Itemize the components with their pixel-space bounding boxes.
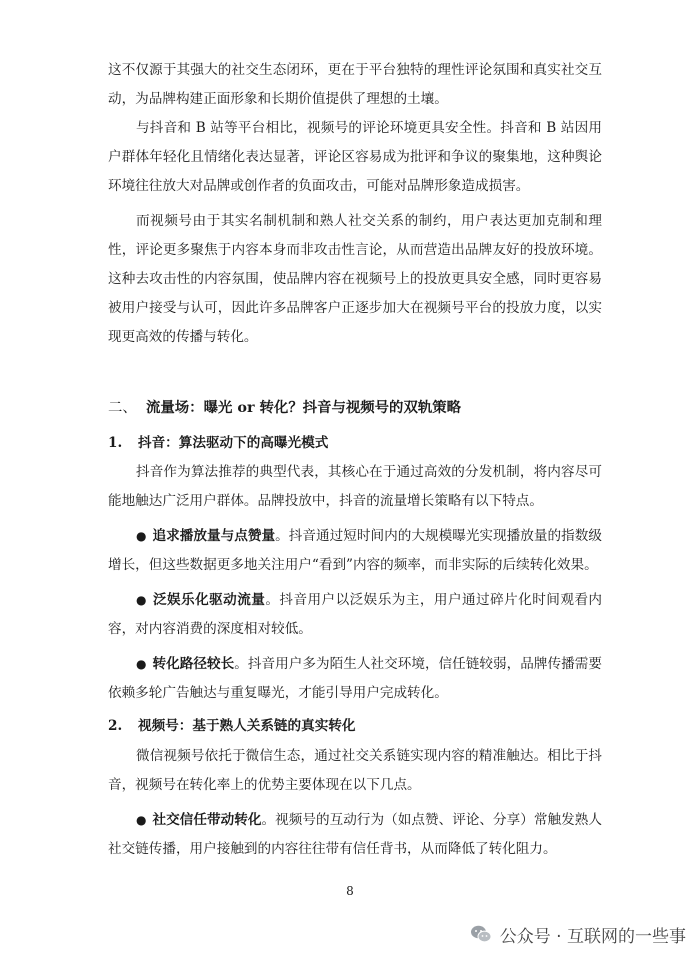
paragraph: 与抖音和 B 站等平台相比，视频号的评论环境更具安全性。抖音和 B 站因用户群体年轻化且情绪化表达显著，评论区容易成为批评和争议的聚集地，这种舆论环境往往放大对品牌或创作者的负面攻击，可能对品牌形象造成损害。 — [108, 120, 602, 194]
bullet-separator: 。 — [265, 592, 280, 608]
bullet-text: 抖音用户以泛娱乐为主，用户通过碎片化时间观看内容，对内容消费的深度相对较低。 — [108, 592, 603, 637]
bullet-term: 泛娱乐化驱动流量 — [152, 592, 266, 608]
bullet-icon: ● — [136, 657, 147, 671]
subsection-number: 2. — [108, 718, 123, 734]
bullet-term: 转化路径较长 — [152, 656, 235, 672]
bullet-item — [108, 586, 602, 644]
section-heading — [108, 397, 602, 419]
subsection-heading — [108, 432, 602, 454]
wechat-icon — [470, 924, 492, 944]
page-number: 8 — [346, 884, 354, 898]
bullet-item — [108, 806, 602, 864]
bullet-text: 视频号的互动行为（如点赞、评论、分享）常触发熟人社交链传播，用户接触到的内容往往带有信任背书，从而降低了转化阻力。 — [108, 812, 603, 857]
section-title: 流量场：曝光 or 转化？抖音与视频号的双轨策略 — [146, 399, 462, 416]
subsection-title: 视频号：基于熟人关系链的真实转化 — [138, 718, 356, 734]
bullet-icon: ● — [136, 593, 147, 607]
bullet-term: 社交信任带动转化 — [152, 812, 262, 828]
paragraph: 而视频号由于其实名制机制和熟人社交关系的制约，用户表达更加克制和理性，评论更多聚焦于内容本身而非攻击性言论，从而营造出品牌友好的投放环境。这种去攻击性的内容氛围，使品牌内容在视频号上的投放更具安全感，同时更容易被用户接受与认可，因此许多品牌客户正逐步加大在视频号平台的投放力度，以实现更高效的传播与转化。 — [108, 213, 602, 345]
bullet-separator: 。 — [261, 812, 276, 828]
bullet-text: 抖音通过短时间内的大规模曝光实现播放量的指数级增长，但这些数据更多地关注用户“看到”内容的频率，而非实际的后续转化效果。 — [108, 528, 603, 573]
bullet-text: 抖音用户多为陌生人社交环境，信任链较弱，品牌传播需要依赖多轮广告触达与重复曝光，才能引导用户完成转化。 — [108, 656, 602, 701]
bullet-item — [108, 522, 602, 580]
bullet-item — [108, 650, 602, 708]
bullet-separator: 。 — [234, 656, 248, 672]
bullet-icon: ● — [136, 813, 147, 827]
subsection-title: 抖音：算法驱动下的高曝光模式 — [138, 435, 329, 451]
subsection-number: 1. — [108, 435, 123, 451]
paragraph: 微信视频号依托于微信生态，通过社交关系链实现内容的精准触达。相比于抖音，视频号在转化率上的优势主要体现在以下几点。 — [108, 748, 602, 793]
paragraph: 抖音作为算法推荐的典型代表，其核心在于通过高效的分发机制，将内容尽可能地触达广泛用户群体。品牌投放中，抖音的流量增长策略有以下特点。 — [108, 464, 602, 509]
bullet-term: 追求播放量与点赞量 — [152, 528, 276, 544]
section-number: 二、 — [108, 400, 137, 416]
watermark — [470, 920, 686, 948]
paragraph: 这不仅源于其强大的社交生态闭环，更在于平台独特的理性评论氛围和真实社交互动，为品牌构建正面形象和长期价值提供了理想的土壤。 — [108, 62, 602, 107]
bullet-separator: 。 — [275, 528, 289, 544]
watermark-text: 公众号 · 互联网的一些事 — [499, 926, 686, 947]
subsection-heading — [108, 715, 602, 737]
bullet-icon: ● — [136, 529, 147, 543]
